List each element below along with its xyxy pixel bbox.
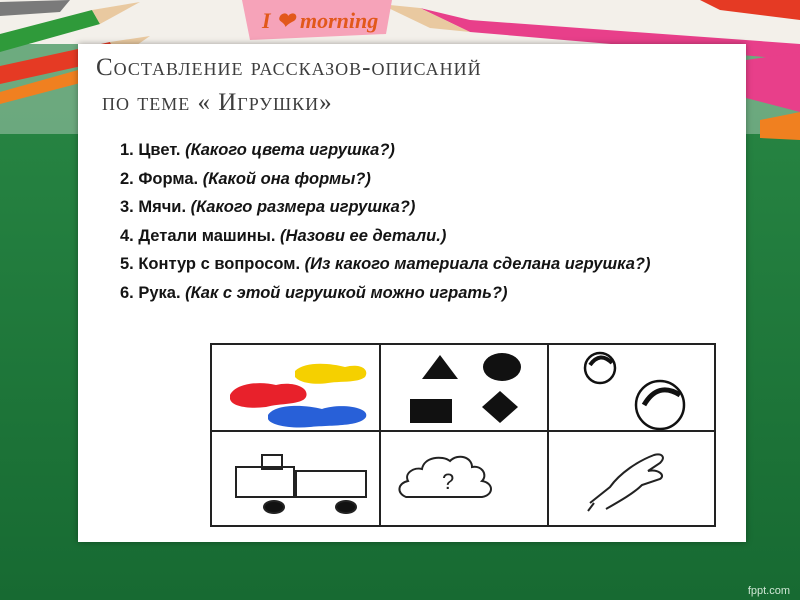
- banner-text: I ❤ morning: [262, 8, 379, 33]
- question-list: [120, 137, 730, 308]
- title-line-1: Составление рассказов-описаний: [96, 54, 482, 81]
- list-item: 6. Рука. (Как с этой игрушкой можно играть?): [120, 283, 508, 302]
- page-title: [96, 50, 736, 120]
- banner-decoration: [242, 0, 392, 40]
- picture-grid: [210, 343, 716, 527]
- question-mark: ?: [442, 469, 455, 494]
- list-item: 2. Форма. (Какой она формы?): [120, 169, 371, 188]
- circle-shape: [483, 353, 521, 381]
- square-shape: [410, 399, 452, 423]
- watermark: fppt.com: [747, 585, 790, 597]
- list-item: 1. Цвет. (Какого цвета игрушка?): [120, 141, 395, 159]
- list-item: 5. Контур с вопросом. (Из какого материала сделана игрушка?): [120, 255, 651, 273]
- list-item: 4. Детали машины. (Назови ее детали.): [120, 226, 447, 245]
- list-item: 3. Мячи. (Какого размера игрушка?): [120, 198, 416, 216]
- title-line-2: по теме « Игрушки»: [102, 89, 333, 116]
